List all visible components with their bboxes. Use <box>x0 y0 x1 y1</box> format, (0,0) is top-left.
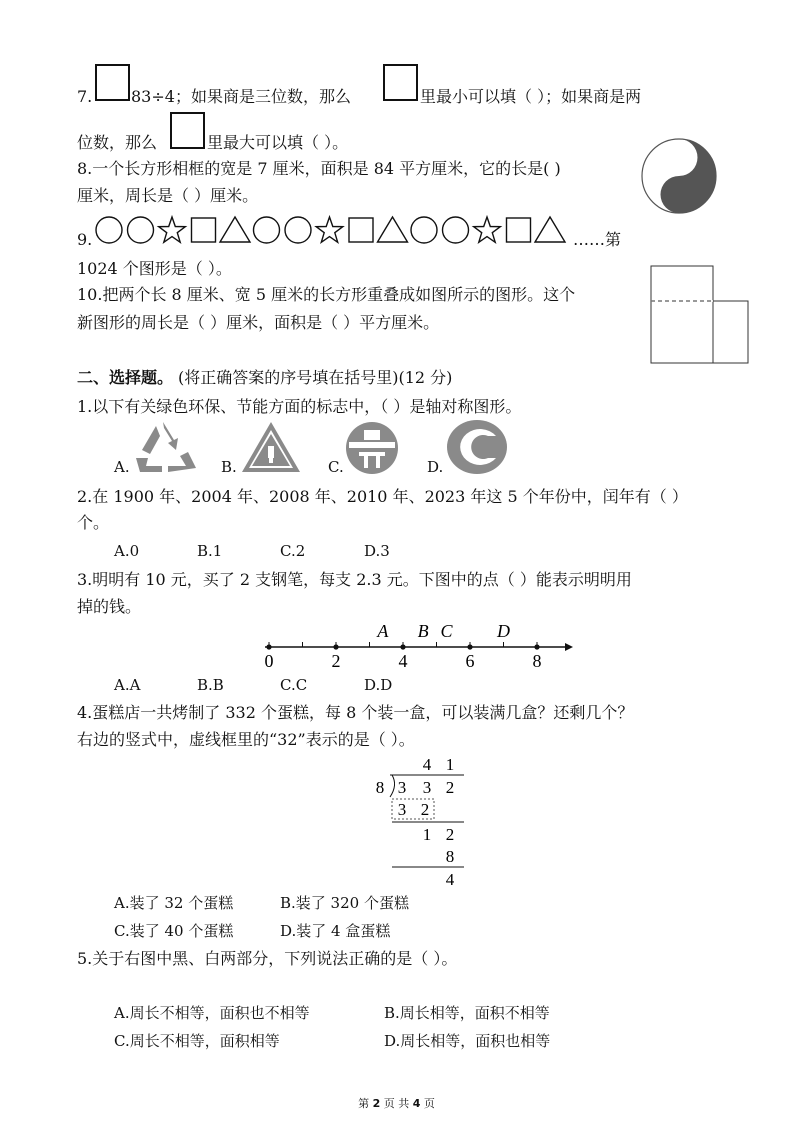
c5-option-c[interactable]: C.周长不相等，面积相等 <box>114 1032 280 1050</box>
number-line-dot <box>467 644 472 649</box>
number-line-tick-label: 6 <box>465 651 475 671</box>
q7-blank-box-1[interactable] <box>95 64 130 101</box>
c2-line1: 2.在 1900 年、2004 年、2008 年、2010 年、2023 年这 5 个年份中，闰年有（ ） <box>77 487 688 506</box>
q9-number: 9. <box>77 230 93 249</box>
c5-option-a[interactable]: A.周长不相等，面积也不相等 <box>114 1004 310 1022</box>
number-line-tick-label: 8 <box>532 651 542 671</box>
c5-stem: 5.关于右图中黑、白两部分，下列说法正确的是（ ）。 <box>77 949 458 968</box>
number-line-point-label: C <box>440 621 453 641</box>
yin-yang-figure <box>640 137 718 215</box>
energy-saving-circle-logo <box>344 420 400 476</box>
q7-number: 7. <box>77 87 93 106</box>
c3-option-b[interactable]: B.B <box>197 676 224 694</box>
step2-digit-1: 1 <box>422 825 432 844</box>
number-line-point-label: B <box>417 621 429 641</box>
q7-blank-box-3[interactable] <box>170 112 205 149</box>
c3-option-a[interactable]: A.A <box>114 676 141 694</box>
step3-digit: 8 <box>445 847 455 866</box>
c2-option-b[interactable]: B.1 <box>197 542 223 560</box>
c3-option-d[interactable]: D.D <box>364 676 393 694</box>
number-line-tick-label: 0 <box>264 651 274 671</box>
page-footer <box>0 1095 793 1111</box>
footer-page-number: 2 <box>372 1097 381 1110</box>
c2-line2: 个。 <box>77 513 110 532</box>
c3-option-c[interactable]: C.C <box>280 676 308 694</box>
q9-shape-star <box>159 217 186 242</box>
c4-option-b[interactable]: B.装了 320 个蛋糕 <box>280 894 409 912</box>
q9-shape-square <box>192 218 216 242</box>
number-line-point-label: D <box>497 621 510 641</box>
dividend-digit-3: 2 <box>445 778 455 797</box>
footer-pre: 第 <box>358 1097 373 1110</box>
q10-line2: 新图形的周长是（ ）厘米，面积是（ ）平方厘米。 <box>77 313 440 332</box>
number-line-tick-label: 4 <box>398 651 408 671</box>
q9-shape-triangle <box>220 217 250 242</box>
c4-line1: 4.蛋糕店一共烤制了 332 个蛋糕，每 8 个装一盒，可以装满几盒？还剩几个？ <box>77 703 634 722</box>
c3-line2: 掉的钱。 <box>77 597 142 616</box>
q7-line2-end: 里最大可以填（ ）。 <box>207 133 349 152</box>
q9-shape-square <box>349 218 373 242</box>
q9-line2: 1024 个图形是（ ）。 <box>77 259 232 278</box>
number-line-dot <box>333 644 338 649</box>
q9-shape-circle <box>254 217 280 243</box>
recycle-logo <box>128 420 198 474</box>
c4-option-c[interactable]: C.装了 40 个蛋糕 <box>114 922 234 940</box>
q9-shape-circle <box>128 217 154 243</box>
section2-title: 二、选择题。 <box>77 368 174 387</box>
q7-part2: 里最小可以填（ ）；如果商是两 <box>420 87 642 106</box>
dividend-digit-2: 3 <box>422 778 432 797</box>
q9-shape-circle <box>411 217 437 243</box>
remainder-digit: 4 <box>445 870 455 889</box>
c4-option-d[interactable]: D.装了 4 盒蛋糕 <box>280 922 391 940</box>
step2-digit-2: 2 <box>445 825 455 844</box>
number-line-point-label: A <box>377 621 389 641</box>
number-line-dot <box>400 644 405 649</box>
dividend-digit-1: 3 <box>397 778 407 797</box>
c4-option-a[interactable]: A.装了 32 个蛋糕 <box>114 894 234 912</box>
step1-digit-1: 3 <box>397 800 407 819</box>
c2-option-d[interactable]: D.3 <box>364 542 390 560</box>
q9-shape-star <box>474 217 501 242</box>
overlapping-rectangles-figure <box>648 264 752 366</box>
divisor: 8 <box>375 778 385 797</box>
c1-option-a[interactable]: A. <box>114 458 130 476</box>
q8-line2: 厘米，周长是（ ）厘米。 <box>77 186 259 205</box>
number-line-tick-label: 2 <box>331 651 341 671</box>
number-line <box>255 617 575 671</box>
c1-option-d[interactable]: D. <box>427 458 444 476</box>
footer-mid: 页 共 <box>380 1097 413 1110</box>
q7-line2-start: 位数，那么 <box>77 133 158 152</box>
q9-shape-triangle <box>535 217 565 242</box>
q9-shape-circle <box>96 217 122 243</box>
green-circle-logo <box>444 418 510 476</box>
number-line-dot <box>266 644 271 649</box>
c4-line2: 右边的竖式中，虚线框里的“32”表示的是（ ）。 <box>77 730 415 749</box>
footer-total-pages: 4 <box>412 1097 421 1110</box>
c1-stem: 1.以下有关绿色环保、节能方面的标志中，（ ）是轴对称图形。 <box>77 397 522 416</box>
quotient-digit-1: 4 <box>422 755 432 774</box>
footer-post: 页 <box>420 1097 435 1110</box>
c2-option-a[interactable]: A.0 <box>114 542 140 560</box>
c2-option-c[interactable]: C.2 <box>280 542 306 560</box>
long-division <box>360 748 470 890</box>
c3-line1: 3.明明有 10 元，买了 2 支钢笔，每支 2.3 元。下图中的点（ ）能表示明明用 <box>77 570 632 589</box>
q9-shape-circle <box>285 217 311 243</box>
q10-line1: 10.把两个长 8 厘米、宽 5 厘米的长方形重叠成如图所示的图形。这个 <box>77 285 576 304</box>
c1-option-b[interactable]: B. <box>221 458 237 476</box>
number-line-dot <box>534 644 539 649</box>
q7-expression: 83÷4；如果商是三位数，那么 <box>131 87 351 106</box>
c5-option-b[interactable]: B.周长相等，面积不相等 <box>384 1004 550 1022</box>
section2-note: (将正确答案的序号填在括号里)(12 分) <box>178 368 453 387</box>
q8-line1: 8.一个长方形相框的宽是 7 厘米，面积是 84 平方厘米，它的长是( ) <box>77 159 561 178</box>
q9-shape-circle <box>443 217 469 243</box>
q7-blank-box-2[interactable] <box>383 64 418 101</box>
step1-digit-2: 2 <box>420 800 430 819</box>
c5-option-d[interactable]: D.周长相等，面积也相等 <box>384 1032 551 1050</box>
energy-saving-triangle-logo <box>240 420 302 474</box>
q9-shape-sequence <box>94 214 574 246</box>
q9-shape-triangle <box>378 217 408 242</box>
q9-shape-star <box>316 217 343 242</box>
q9-suffix: ……第 <box>573 230 622 249</box>
c1-option-c[interactable]: C. <box>328 458 344 476</box>
q9-shape-square <box>507 218 531 242</box>
quotient-digit-2: 1 <box>445 755 455 774</box>
